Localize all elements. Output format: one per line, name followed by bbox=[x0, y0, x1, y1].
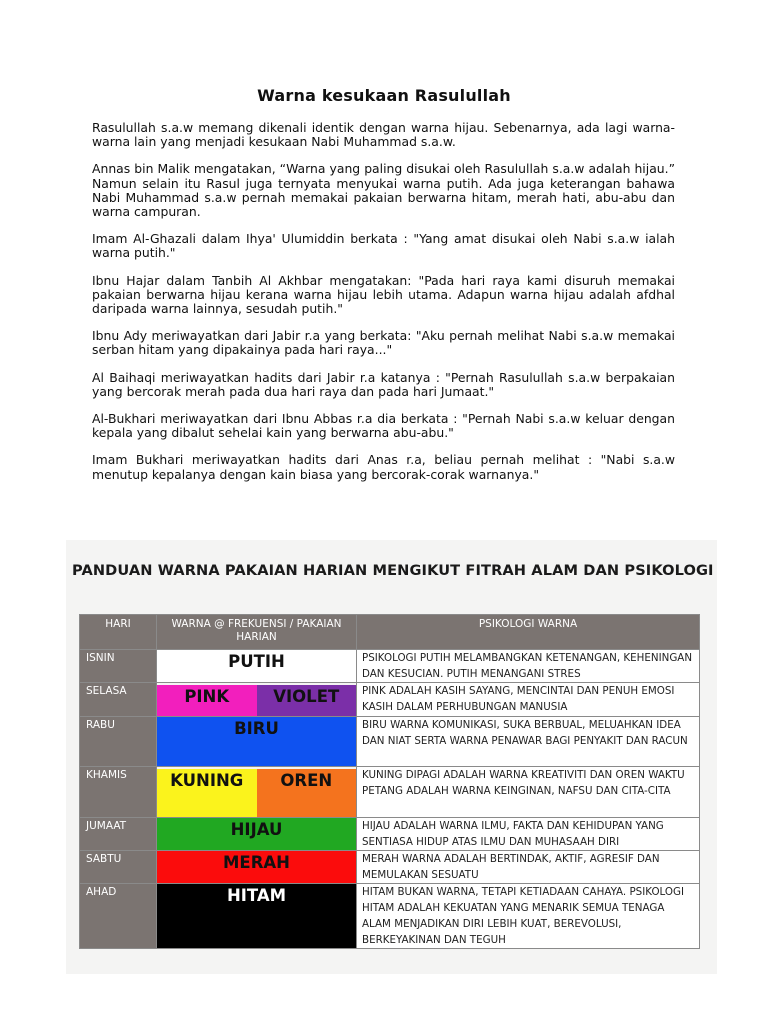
paragraph: Ibnu Hajar dalam Tanbih Al Akhbar mengatakan: "Pada hari raya kami disuruh memakai pakaian berwarna hijau kerana warna hijau lebih utama. Adapun warna hijau adalah afdhal daripada warna lainnya, sesudah putih." bbox=[92, 272, 675, 317]
table-row bbox=[80, 767, 700, 818]
day-cell: JUMAAT bbox=[80, 818, 157, 851]
document-title: Warna kesukaan Rasulullah bbox=[257, 86, 511, 105]
psychology-cell: PSIKOLOGI PUTIH MELAMBANGKAN KETENANGAN, KEHENINGAN DAN KESUCIAN. PUTIH MENANGANI STRES bbox=[357, 650, 700, 683]
color-label: BIRU bbox=[234, 719, 279, 738]
paragraph: Al-Bukhari meriwayatkan dari Ibnu Abbas r.a dia berkata : "Pernah Nabi s.a.w keluar dengan kepala yang dibalut sehelai kain yang berwarna abu-abu." bbox=[92, 411, 675, 441]
color-swatch-cell bbox=[157, 767, 357, 818]
paragraph: Ibnu Ady meriwayatkan dari Jabir r.a yang berkata: "Aku pernah melihat Nabi s.a.w memakai serban hitam yang dipakainya pada hari raya..." bbox=[92, 328, 675, 358]
color-label: HIJAU bbox=[230, 820, 283, 839]
day-cell: AHAD bbox=[80, 884, 157, 949]
color-label: PUTIH bbox=[228, 652, 285, 671]
psychology-cell: HITAM BUKAN WARNA, TETAPI KETIADAAN CAHAYA. PSIKOLOGI HITAM ADALAH KEKUATAN YANG MENARIK SEMUA TENAGA ALAM MENJADIKAN DIRI LEBIH KUAT, BEREVOLUSI, BERKEYAKINAN DAN TEGUH bbox=[357, 884, 700, 949]
psychology-cell: HIJAU ADALAH WARNA ILMU, FAKTA DAN KEHIDUPAN YANG SENTIASA HIDUP ATAS ILMU DAN MUHASAAH DIRI bbox=[357, 818, 700, 851]
color-swatch-half bbox=[257, 769, 357, 817]
color-swatch-cell bbox=[157, 683, 357, 717]
psychology-cell: KUNING DIPAGI ADALAH WARNA KREATIVITI DAN OREN WAKTU PETANG ADALAH WARNA KEINGINAN, NAFSU DAN CITA-CITA bbox=[357, 767, 700, 818]
table-row bbox=[80, 818, 700, 851]
color-label: KUNING bbox=[170, 771, 244, 790]
paragraph: Annas bin Malik mengatakan, “Warna yang paling disukai oleh Rasulullah s.a.w adalah hijau.” Namun selain itu Rasul juga ternyata menyukai warna putih. Ada juga keterangan bahawa Nabi Muhammad s.a.w pernah memakai pakaian berwarna hitam, merah hati, abu-abu dan warna campuran. bbox=[92, 161, 675, 220]
table-row bbox=[80, 717, 700, 767]
table-row bbox=[80, 851, 700, 884]
color-label: OREN bbox=[280, 771, 333, 790]
guide-title: PANDUAN WARNA PAKAIAN HARIAN MENGIKUT FITRAH ALAM DAN PSIKOLOGI bbox=[72, 562, 714, 579]
psychology-cell: MERAH WARNA ADALAH BERTINDAK, AKTIF, AGRESIF DAN MEMULAKAN SESUATU bbox=[357, 851, 700, 884]
color-label: HITAM bbox=[226, 886, 287, 905]
color-swatch-cell bbox=[157, 818, 357, 851]
paragraph: Rasulullah s.a.w memang dikenali identik dengan warna hijau. Sebenarnya, ada lagi warna-warna lain yang menjadi kesukaan Nabi Muhammad s.a.w. bbox=[92, 120, 675, 150]
header-psychology: PSIKOLOGI WARNA bbox=[357, 615, 700, 650]
color-swatch-cell bbox=[157, 717, 357, 767]
color-swatch-half bbox=[157, 769, 257, 817]
table-row bbox=[80, 884, 700, 949]
header-color: WARNA @ FREKUENSI / PAKAIAN HARIAN bbox=[157, 615, 357, 650]
color-swatch-cell bbox=[157, 650, 357, 683]
color-swatch-cell bbox=[157, 884, 357, 949]
color-swatch-half bbox=[257, 685, 357, 716]
paragraph: Imam Bukhari meriwayatkan hadits dari Anas r.a, beliau pernah melihat : "Nabi s.a.w menutup kepalanya dengan kain biasa yang bercorak-corak warnanya." bbox=[92, 452, 675, 482]
day-cell: ISNIN bbox=[80, 650, 157, 683]
header-day: HARI bbox=[80, 615, 157, 650]
table-row bbox=[80, 683, 700, 717]
day-cell: RABU bbox=[80, 717, 157, 767]
color-swatch-half bbox=[157, 685, 257, 716]
psychology-cell: PINK ADALAH KASIH SAYANG, MENCINTAI DAN PENUH EMOSI KASIH DALAM PERHUBUNGAN MANUSIA bbox=[357, 683, 700, 717]
day-cell: SABTU bbox=[80, 851, 157, 884]
psychology-cell: BIRU WARNA KOMUNIKASI, SUKA BERBUAL, MELUAHKAN IDEA DAN NIAT SERTA WARNA PENAWAR BAGI PENYAKIT DAN RACUN bbox=[357, 717, 700, 767]
article-body bbox=[92, 121, 675, 495]
day-cell: SELASA bbox=[80, 683, 157, 717]
day-cell: KHAMIS bbox=[80, 767, 157, 818]
color-swatch-cell bbox=[157, 851, 357, 884]
color-guide-image bbox=[66, 540, 717, 974]
table-row bbox=[80, 650, 700, 683]
table-header-row bbox=[80, 615, 700, 650]
paragraph: Al Baihaqi meriwayatkan hadits dari Jabir r.a katanya : "Pernah Rasulullah s.a.w berpakaian yang bercorak merah pada dua hari raya dan pada hari Jumaat." bbox=[92, 369, 675, 399]
color-label: VIOLET bbox=[273, 687, 340, 706]
paragraph: Imam Al-Ghazali dalam Ihya' Ulumiddin berkata : "Yang amat disukai oleh Nabi s.a.w ialah warna putih." bbox=[92, 231, 675, 261]
color-label: PINK bbox=[184, 687, 230, 706]
color-guide-table bbox=[79, 614, 700, 949]
color-label: MERAH bbox=[223, 853, 290, 872]
